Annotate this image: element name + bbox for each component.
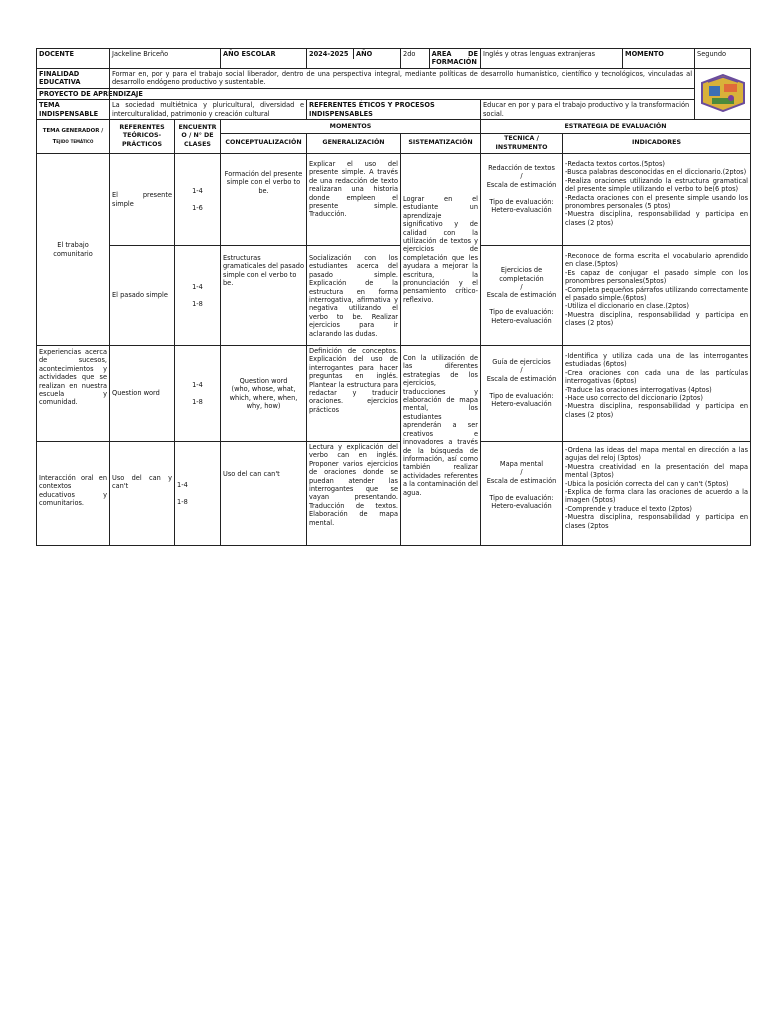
tema-indispensable-label: TEMA INDISPENSABLE (37, 100, 110, 120)
docente-value: Jackeline Briceño (112, 50, 169, 58)
tecnica-1: Redacción de textos / Escala de estimación Tipo de evaluación: Hetero-evaluación (481, 154, 563, 246)
col-encuentro: ENCUENTRO / N° DE CLASES (175, 120, 221, 154)
momento-label: MOMENTO (623, 49, 695, 69)
tecnica-2: Ejercicios de completación / Escala de estimación Tipo de evaluación: Hetero-evaluación (481, 246, 563, 346)
col-conceptualizacion: CONCEPTUALIZACIÓN (221, 134, 307, 154)
encuentro-2: 1-4 1-8 (175, 246, 221, 346)
table-row (37, 154, 751, 246)
conceptualizacion-3: Question word (who, whose, what, which, where, when, why, how) (221, 346, 307, 442)
referentes-eticos-label: REFERENTES ÉTICOS Y PROCESOS INDISPENSABLES (307, 100, 481, 120)
referente-3: Question word (110, 346, 175, 442)
area-value: Inglés y otras lenguas extranjeras (481, 49, 623, 69)
generalizacion-4: Lectura y explicación del verbo can en inglés. Proponer varios ejercicios de oraciones donde se puedan atender las interrogantes que se vayan presentando. Traducción de textos. Elaboración de mapa mental. (307, 442, 401, 546)
col-tecnica: TECNICA / INSTRUMENTO (481, 134, 563, 154)
referente-2: El pasado simple (110, 246, 175, 346)
sistematizacion-1: Lograr en el estudiante un aprendizaje significativo y de calidad con la utilización de textos y ejercicios de completación que les ayudara a mejorar la escritura, la pronunciación y el pensamiento crítico-reflexivo. (401, 154, 481, 346)
docente-label: DOCENTE (37, 49, 110, 69)
table-row (37, 442, 751, 546)
col-sistematizacion: SISTEMATIZACIÓN (401, 134, 481, 154)
col-referentes-teoricos: REFERENTES TEÓRICOS-PRÁCTICOS (110, 120, 175, 154)
col-generalizacion: GENERALIZACIÓN (307, 134, 401, 154)
tema-generador-3: Experiencias acerca de sucesos, acontecimientos y actividades que se realizan en nuestra escuela y comunidad. (37, 346, 110, 442)
planning-table (36, 48, 751, 546)
school-logo-icon (700, 74, 746, 112)
col-tema-generador: TEMA GENERADOR / (42, 127, 104, 134)
encuentro-3: 1-4 1-8 (175, 346, 221, 442)
anio-cells (307, 49, 400, 59)
school-logo (695, 69, 751, 120)
anio-label: AÑO (356, 50, 373, 58)
conceptualizacion-4: Uso del can can't (221, 442, 307, 546)
generalizacion-3: Definición de conceptos. Explicación del uso de interrogantes para hacer preguntas en inglés. Plantear la estructura para redactar y traducir oraciones. ejercicios prácticos (307, 346, 401, 442)
indicadores-1: -Redacta textos cortos.(5ptos) -Busca palabras desconocidas en el diccionario.(2ptos) -Realiza oraciones utilizando la estructura gramatical del presente simple utilizando el verbo to be(6 ptos) -Redacta oraciones con el presente simple usando los pronombres personales (5 ptos) -Muestra disciplina, responsabilidad y participa en clases (2 ptos) (563, 154, 751, 246)
referente-1: El presente simple (110, 154, 175, 246)
col-estrategia: ESTRATEGIA DE EVALUACIÓN (481, 120, 751, 134)
generalizacion-1: Explicar el uso del presente simple. A través de una redacción de texto realizaran una historia donde empleen el presente simple. Traducción. (307, 154, 401, 246)
referente-4: Uso del can y can't (110, 442, 175, 546)
anio-escolar-label: AÑO ESCOLAR (221, 49, 307, 69)
generalizacion-2: Socialización con los estudiantes acerca del pasado simple. Explicación de la estructura en forma interrogativa, afirmativa y negativa utilizando el verbo to be. Realizar ejercicios para ir aclarando las dudas. (307, 246, 401, 346)
finalidad-value: Formar en, por y para el trabajo social liberador, dentro de una perspectiva integral, mediante políticas de desarrollo humanístico, científico y tecnológicos, vinculadas al desarrollo endógeno productivo y sustentable. (110, 69, 695, 89)
proyecto-value (110, 88, 695, 99)
sistematizacion-3: Con la utilización de las diferentes estrategias de los ejercicios, traducciones y elaboración de mapa mental, los estudiantes aprenderán a ser creativos e innovadores a través de la búsqueda de información, así como también realizar actividades referentes a la contaminación del agua. (401, 346, 481, 546)
tema-generador-4: Interacción oral en contextos educativos y comunitarios. (37, 442, 110, 546)
anio-value: 2do (401, 49, 429, 68)
anio-escolar-value: 2024-2025 (307, 49, 354, 59)
col-indicadores: INDICADORES (563, 134, 751, 154)
planning-document (36, 48, 750, 546)
indicadores-4: -Ordena las ideas del mapa mental en dirección a las agujas del reloj (3ptos) -Muestra creatividad en la presentación del mapa mental (3ptos) -Ubica la posición correcta del can y can't (5ptos) -Explica de forma clara las oraciones de acuerdo a la imagen (5ptos) -Comprende y traduce el texto (2ptos) -Muestra disciplina, responsabilidad y participa en clases (2ptos (563, 442, 751, 546)
tecnica-3: Guía de ejercicios / Escala de estimación Tipo de evaluación: Hetero-evaluación (481, 346, 563, 442)
encuentro-1: 1-4 1-6 (175, 154, 221, 246)
conceptualizacion-2: Estructuras gramaticales del pasado simple con el verbo to be. (221, 246, 307, 346)
col-tejido-tematico: Tejido temático (52, 139, 94, 146)
proyecto-label: PROYECTO DE APRENDIZAJE (37, 88, 110, 99)
tema-generador-1: El trabajo comunitario (37, 154, 110, 346)
tecnica-4: Mapa mental / Escala de estimación Tipo de evaluación: Hetero-evaluación (481, 442, 563, 546)
indicadores-3: -Identifica y utiliza cada una de las interrogantes estudiadas (6ptos) -Crea oraciones con cada una de las partículas interrogativas (6ptos) -Traduce las oraciones interrogativas (4ptos) -Hace uso correcto del diccionario (2ptos) -Muestra disciplina, responsabilidad y participa en clases (2 ptos) (563, 346, 751, 442)
col-momentos: MOMENTOS (221, 120, 481, 134)
momento-value: Segundo (695, 49, 751, 69)
conceptualizacion-1: Formación del presente simple con el verbo to be. (221, 154, 307, 246)
area-label: AREA DE FORMACIÓN (431, 50, 478, 67)
table-row (37, 346, 751, 442)
finalidad-label: FINALIDAD EDUCATIVA (37, 69, 110, 89)
referentes-eticos-value: Educar en por y para el trabajo productivo y la transformación social. (481, 100, 695, 120)
encuentro-4: 1-4 1-8 (175, 442, 221, 546)
indicadores-2: -Reconoce de forma escrita el vocabulario aprendido en clase.(5ptos) -Es capaz de conjugar el pasado simple con los pronombres personales(5ptos) -Completa pequeños párrafos utilizando correctamente el pasado simple.(6ptos) -Utiliza el diccionario en clase.(2ptos) -Muestra disciplina, responsabilidad y participa en clases (2 ptos) (563, 246, 751, 346)
table-row (37, 246, 751, 346)
tema-indispensable-value: La sociedad multiétnica y pluricultural, diversidad e interculturalidad, patrimonio y creación cultural (110, 100, 307, 120)
